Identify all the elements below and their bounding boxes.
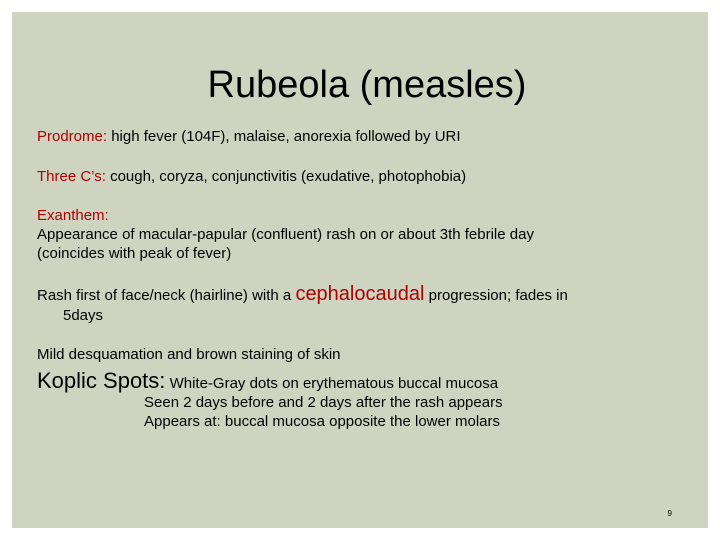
koplic-line — [37, 368, 498, 394]
prodrome-line — [37, 128, 461, 145]
slide — [12, 12, 708, 528]
exanthem-line-2: (coincides with peak of fever) — [37, 245, 232, 262]
rash-line — [37, 283, 568, 306]
rash-prefix: Rash first of face/neck (hairline) with a — [37, 287, 296, 304]
slide-title: Rubeola (measles) — [207, 64, 527, 106]
exanthem-label-line — [37, 207, 109, 224]
page-number: 9 — [667, 509, 672, 518]
three-cs-label: Three C’s: — [37, 168, 106, 185]
rash-line-2: 5days — [63, 307, 104, 324]
prodrome-label: Prodrome: — [37, 128, 108, 145]
three-cs-text: cough, coryza, conjunctivitis (exudative, photophobia) — [105, 168, 467, 185]
exanthem-label: Exanthem: — [37, 207, 109, 224]
exanthem-line-1: Appearance of macular-papular (confluent) rash on or about 3th febrile day — [37, 226, 534, 243]
koplic-line-2: Seen 2 days before and 2 days after the rash appears — [144, 394, 503, 411]
three-cs-line — [37, 168, 466, 185]
rash-suffix: progression; fades in — [424, 287, 568, 304]
rash-highlight: cephalocaudal — [295, 283, 425, 305]
koplic-line-3: Appears at: buccal mucosa opposite the lower molars — [144, 413, 501, 430]
desquamation-line: Mild desquamation and brown staining of skin — [37, 346, 341, 363]
prodrome-text: high fever (104F), malaise, anorexia followed by URI — [107, 128, 461, 145]
koplic-text: White-Gray dots on erythematous buccal mucosa — [165, 375, 499, 392]
koplic-label: Koplic Spots: — [37, 368, 166, 393]
